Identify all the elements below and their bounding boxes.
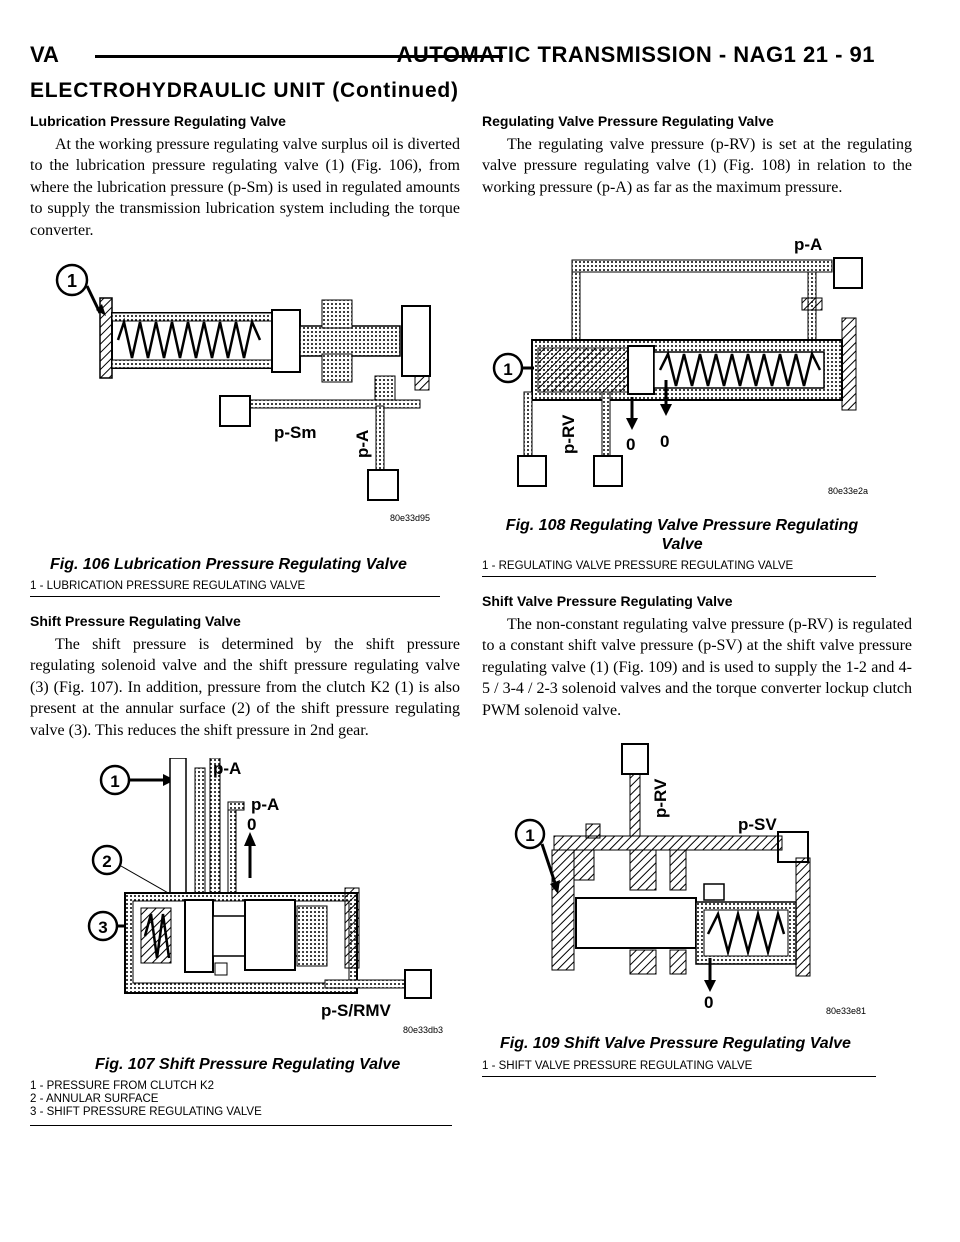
- section-title: ELECTROHYDRAULIC UNIT (Continued): [30, 79, 459, 102]
- fig107-label-pa1: p-A: [213, 759, 242, 778]
- fig109-label-prv: p-RV: [651, 778, 670, 818]
- header-section-code: VA: [30, 42, 59, 67]
- fig108-code: 80e33e2a: [828, 486, 869, 496]
- fig107-diagram: [85, 758, 455, 1038]
- fig107-caption: Fig. 107 Shift Pressure Regulating Valve: [95, 1056, 401, 1073]
- fig109-rule: [482, 1076, 876, 1077]
- fig108-label-prv: p-RV: [559, 414, 578, 454]
- fig107-legend-item-3: 3 - SHIFT PRESSURE REGULATING VALVE: [30, 1106, 262, 1118]
- shift-heading: Shift Pressure Regulating Valve: [30, 613, 241, 629]
- fig109-callout: 1: [525, 826, 535, 845]
- fig106-callout-label: 1: [66, 271, 78, 291]
- fig109-label-zero: 0: [704, 993, 714, 1012]
- fig107-legend-item-1: 1 - PRESSURE FROM CLUTCH K2: [30, 1080, 215, 1092]
- fig108-legend-item: 1 - REGULATING VALVE PRESSURE REGULATING VALVE: [482, 560, 794, 572]
- lub-paragraph: At the working pressure regulating valve surplus oil is diverted to the lubrication pressure regulating valve (1) (Fig. 106), from where the lubrication pressure (p-Sm) is used in regulated amounts to supply the transmission lubrication system including the torque converter.: [30, 136, 460, 239]
- sv-section: [482, 592, 912, 721]
- fig106-label-pa: p-A: [353, 429, 372, 458]
- fig107-callout-2: 2: [102, 852, 112, 871]
- fig107-label-pa2: p-A: [251, 795, 280, 814]
- fig107-legend: [30, 1080, 262, 1119]
- fig108-label-zero1: 0: [626, 435, 636, 454]
- rv-heading: Regulating Valve Pressure Regulating Valve: [482, 113, 774, 129]
- sv-heading: Shift Valve Pressure Regulating Valve: [482, 593, 733, 609]
- lub-heading: Lubrication Pressure Regulating Valve: [30, 113, 286, 129]
- fig109-diagram: [500, 738, 880, 1018]
- header-chapter-title: AUTOMATIC TRANSMISSION - NAG1 21 - 91: [396, 42, 875, 67]
- fig107-code: 80e33db3: [403, 1025, 444, 1035]
- fig108-rule: [482, 576, 876, 577]
- rv-section: [482, 112, 912, 198]
- fig108-diagram: [482, 232, 882, 497]
- fig109-legend-item: 1 - SHIFT VALVE PRESSURE REGULATING VALVE: [482, 1060, 753, 1072]
- fig109-legend: [482, 1060, 752, 1073]
- fig107-callout-1: 1: [110, 772, 120, 791]
- fig109-label-psv: p-SV: [738, 815, 777, 834]
- fig107-rule: [30, 1125, 452, 1126]
- fig107-label-psrmv: p-S/RMV: [321, 1001, 391, 1020]
- shift-paragraph: The shift pressure is determined by the shift pressure regulating solenoid valve and the shift pressure regulating valve (3) (Fig. 107). In addition, pressure from the clutch K2 (1) is also present at the annular surface (2) of the shift pressure regulating valve (3). This reduces the shift pressure in 2nd gear.: [30, 636, 460, 739]
- fig106-legend: [30, 580, 305, 593]
- fig106-legend-item: 1 - LUBRICATION PRESSURE REGULATING VALVE: [30, 580, 306, 592]
- fig106-rule: [30, 596, 440, 597]
- fig109-code: 80e33e81: [826, 1006, 867, 1016]
- lub-section: [30, 112, 460, 241]
- fig106-code: 80e33d95: [390, 513, 431, 523]
- fig108-caption-line2: Valve: [661, 536, 703, 553]
- fig108-caption: [482, 516, 882, 554]
- fig107-legend-item-2: 2 - ANNULAR SURFACE: [30, 1093, 159, 1105]
- fig108-legend: [482, 560, 793, 573]
- rv-paragraph: The regulating valve pressure (p-RV) is set at the regulating valve pressure regulating valve (1) (Fig. 108) in relation to the working pressure (p-A) as far as the maximum pressure.: [482, 136, 912, 196]
- sv-paragraph: The non-constant regulating valve pressure (p-RV) is regulated to a constant shift valve pressure (p-SV) at the shift valve pressure regulating valve (1) (Fig. 109) and is used to supply the 1-2 and 4-5 / 3-4 / 2-3 solenoid valves and the torque converter lockup clutch PWM solenoid valve.: [482, 616, 912, 719]
- shift-section: [30, 612, 460, 741]
- fig107-callout-3: 3: [98, 918, 108, 937]
- fig109-caption: Fig. 109 Shift Valve Pressure Regulating Valve: [500, 1035, 851, 1052]
- fig106-label-psm: p-Sm: [274, 423, 317, 442]
- fig108-caption-line1: Fig. 108 Regulating Valve Pressure Regulating: [505, 517, 859, 534]
- fig107-label-zero: 0: [247, 815, 257, 834]
- fig106-diagram: [50, 258, 450, 528]
- fig106-caption: Fig. 106 Lubrication Pressure Regulating Valve: [50, 556, 407, 573]
- fig108-label-zero2: 0: [660, 432, 670, 451]
- fig108-label-pa: p-A: [794, 235, 823, 254]
- fig108-callout: 1: [503, 360, 513, 379]
